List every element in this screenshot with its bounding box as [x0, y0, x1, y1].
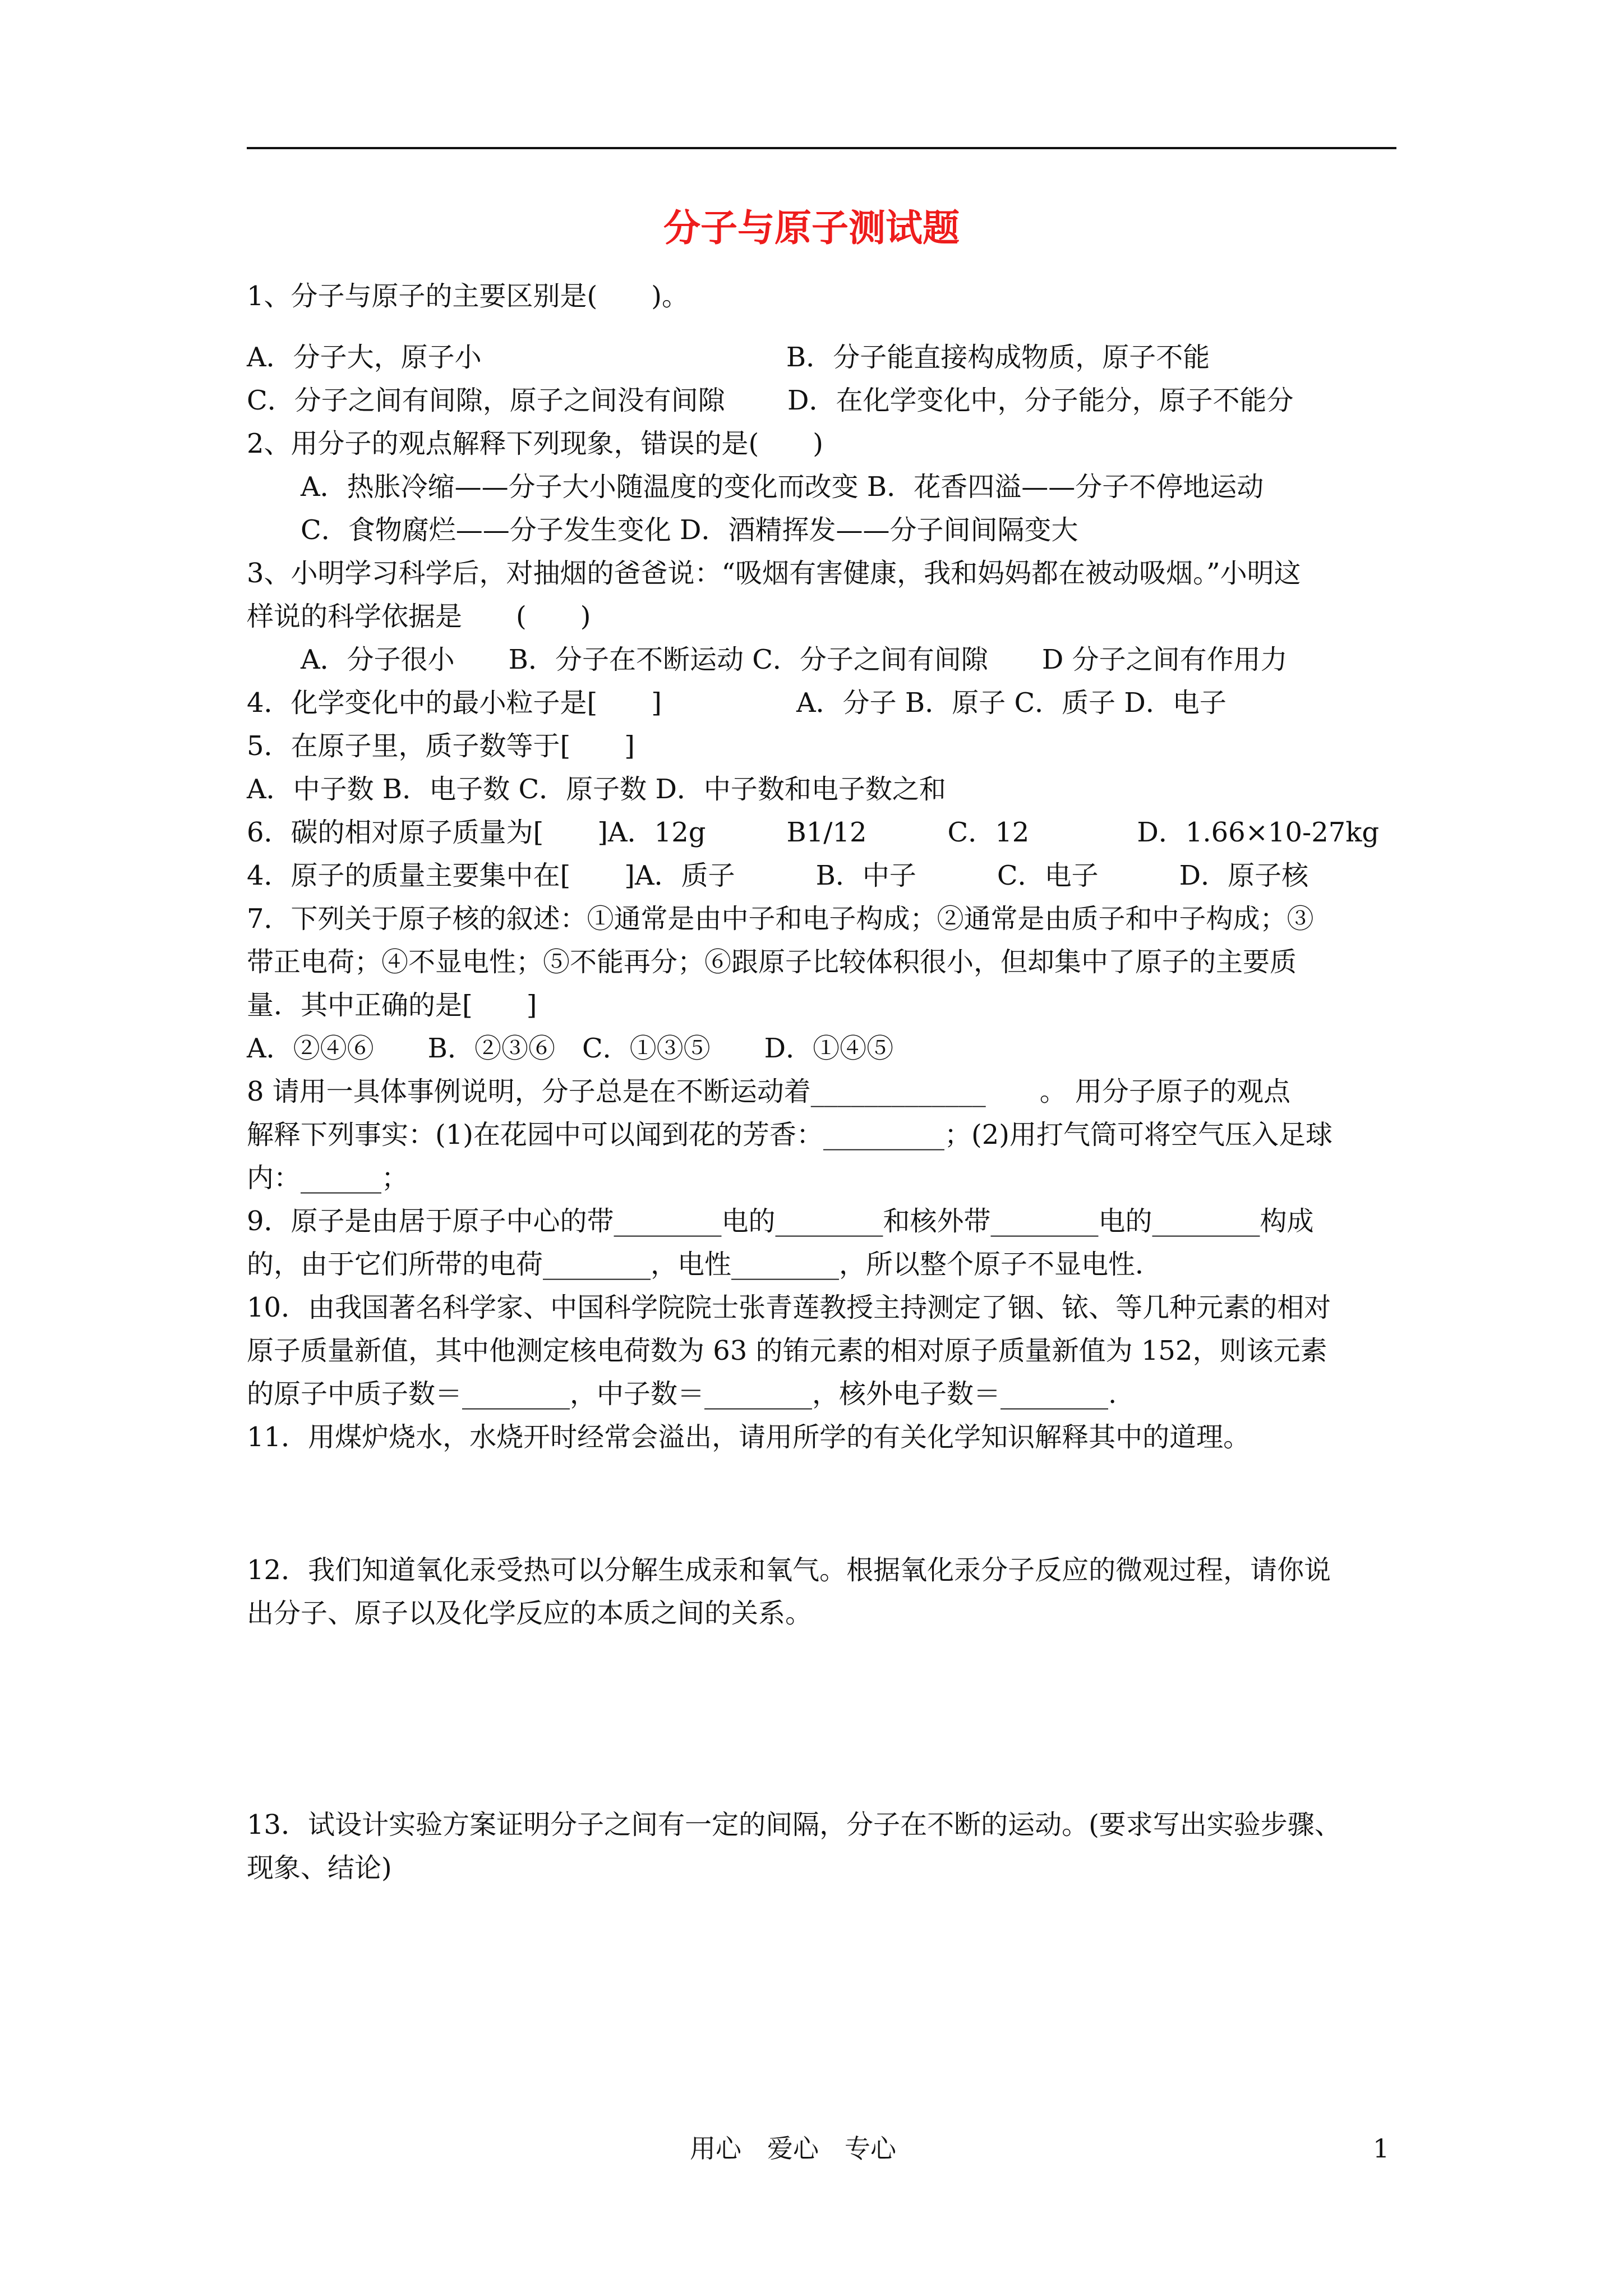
question-6: 6．碳的相对原子质量为[ ]A．12g B1/12 C．12 D．1.66×10-27kg	[247, 817, 1380, 848]
question-3-options: A．分子很小 B．分子在不断运动 C．分子之间有间隙 D 分子之间有作用力	[247, 644, 1288, 675]
header-rule	[247, 147, 1396, 149]
question-body	[247, 275, 1396, 1890]
question-7-line1: 7．下列关于原子核的叙述：①通常是由中子和电子构成；②通常是由质子和中子构成；③	[247, 903, 1314, 935]
question-12-line2: 出分子、原子以及化学反应的本质之间的关系。	[247, 1598, 813, 1629]
question-1-options-cd: C．分子之间有间隙，原子之间没有间隙 D．在化学变化中，分子能分，原子不能分	[247, 385, 1294, 416]
question-8-line3: 内：______；	[247, 1162, 409, 1194]
question-10-line2: 原子质量新值，其中他测定核电荷数为 63 的铕元素的相对原子质量新值为 152，则该元素	[247, 1335, 1327, 1366]
question-1-options-ab: A．分子大，原子小 B．分子能直接构成物质，原子不能	[247, 342, 1210, 373]
question-10-line3: 的原子中质子数＝________，中子数＝________，核外电子数＝________.	[247, 1378, 1117, 1410]
question-7-line2: 带正电荷；④不显电性；⑤不能再分；⑥跟原子比较体积很小，但却集中了原子的主要质	[247, 946, 1297, 978]
question-7-line3: 量．其中正确的是[ ]	[247, 990, 537, 1021]
footer-motto: 用心 爱心 专心	[690, 2133, 896, 2164]
question-4b: 4．原子的质量主要集中在[ ]A．质子 B．中子 C．电子 D．原子核	[247, 860, 1309, 891]
question-13-line1: 13．试设计实验方案证明分子之间有一定的间隔，分子在不断的运动。(要求写出实验步骤、	[247, 1809, 1341, 1841]
page-title: 分子与原子测试题	[663, 206, 960, 250]
question-11: 11．用煤炉烧水，水烧开时经常会溢出，请用所学的有关化学知识解释其中的道理。	[247, 1421, 1251, 1453]
question-3-stem-line2: 样说的科学依据是 ( )	[247, 601, 591, 632]
question-8-line2: 解释下列事实：(1)在花园中可以闻到花的芳香：_________；(2)用打气筒可将空气压入足球	[247, 1119, 1332, 1151]
question-8-line1: 8 请用一具体事例说明，分子总是在不断运动着_____________ 。 用分子原子的观点	[247, 1076, 1291, 1107]
question-9-line2: 的，由于它们所带的电荷________，电性________，所以整个原子不显电性．	[247, 1249, 1163, 1280]
question-13-line2: 现象、结论)	[247, 1852, 392, 1884]
page-number: 1	[1373, 2133, 1390, 2164]
question-9-line1: 9．原子是由居于原子中心的带________电的________和核外带________电的________构成	[247, 1205, 1314, 1237]
question-2-stem: 2、用分子的观点解释下列现象，错误的是( )	[247, 428, 823, 459]
question-4: 4．化学变化中的最小粒子是[ ] A．分子 B．原子 C．质子 D．电子	[247, 687, 1227, 719]
question-3-stem-line1: 3、小明学习科学后，对抽烟的爸爸说：“吸烟有害健康，我和妈妈都在被动吸烟。”小明这	[247, 558, 1301, 589]
question-5-options: A．中子数 B．电子数 C．原子数 D．中子数和电子数之和	[247, 774, 946, 805]
question-12-line1: 12．我们知道氧化汞受热可以分解生成汞和氧气。根据氧化汞分子反应的微观过程，请你说	[247, 1554, 1331, 1586]
question-2-options-ab: A．热胀冷缩——分子大小随温度的变化而改变 B．花香四溢——分子不停地运动	[247, 471, 1264, 503]
question-1-stem: 1、分子与原子的主要区别是( )。	[247, 280, 689, 312]
question-10-line1: 10．由我国著名科学家、中国科学院院士张青莲教授主持测定了铟、铱、等几种元素的相对	[247, 1292, 1331, 1323]
question-7-options: A．②④⑥ B．②③⑥ C．①③⑤ D．①④⑤	[247, 1033, 894, 1064]
question-5-stem: 5．在原子里，质子数等于[ ]	[247, 730, 635, 762]
question-2-options-cd: C．食物腐烂——分子发生变化 D．酒精挥发——分子间间隔变大	[247, 514, 1078, 546]
